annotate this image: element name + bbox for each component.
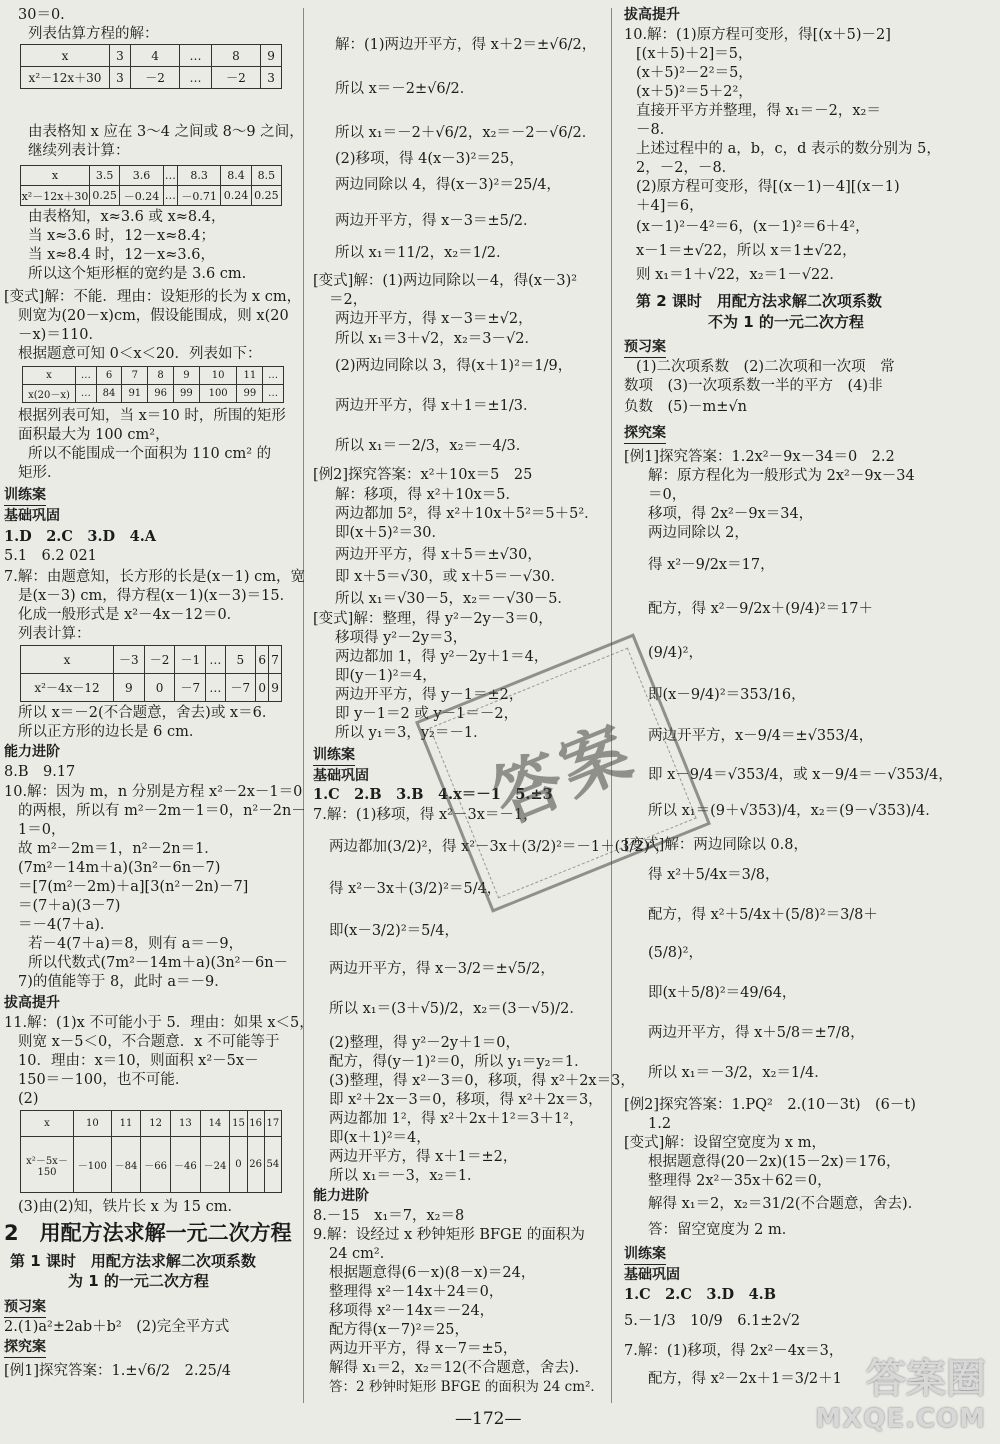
text-line: 两边都加 5²，得 x²＋10x＋5²＝5＋5²． bbox=[335, 506, 599, 522]
text-line: 两边开平方，得 x＋5/8＝±7/8， bbox=[648, 1025, 865, 1041]
text-line: 两边开平方，得 x－3＝±5/2． bbox=[335, 213, 538, 229]
section-heading: 基础巩固 bbox=[4, 508, 60, 524]
text-line: 所以 x＝－2±√6/2． bbox=[335, 81, 475, 97]
text-line: 整理得 2x²－35x＋62＝0， bbox=[648, 1173, 832, 1189]
text-line: ＝－4(7＋a)． bbox=[18, 917, 115, 933]
answer-line: 1.D 2.C 3.D 4.A bbox=[4, 528, 156, 545]
page-number: —172— bbox=[455, 1409, 522, 1429]
section-heading: 基础巩固 bbox=[313, 768, 369, 784]
text-line: 即(x－9/4)²＝353/16， bbox=[648, 687, 806, 703]
text-line: 7.解：由题意知，长方形的长是(x－1) cm，宽 bbox=[4, 569, 306, 585]
text-line: 得 x²－9/2x＝17， bbox=[648, 557, 775, 573]
text-line: 则 x₁＝1＋√22，x₂＝1－√22． bbox=[636, 267, 844, 283]
text-line: 移项得 y²－2y＝3， bbox=[335, 630, 468, 646]
text-line: 负数 (5)－m±√n bbox=[624, 399, 748, 415]
section-title: 2 用配方法求解一元二次方程 bbox=[4, 1221, 292, 1245]
text-line: 即 y－1＝2 或 y－1＝－2， bbox=[335, 706, 519, 722]
text-line: (9/4)²， bbox=[648, 645, 703, 661]
text-line: 7)的值能等于 8，此时 a＝－9． bbox=[18, 974, 229, 990]
text-line: 即 x－9/4＝√353/4，或 x－9/4＝－√353/4， bbox=[648, 767, 953, 783]
text-line: [变式]解：两边同除以 0.8， bbox=[624, 837, 808, 853]
text-line: 两边开平方，得 x＋1＝±1/3． bbox=[335, 398, 538, 414]
lesson-title: 不为 1 的一元二次方程 bbox=[708, 313, 864, 331]
text-line: 所以 x₁＝－3，x₂＝1． bbox=[329, 1168, 482, 1184]
text-line: [例2]探究答案：x²＋10x＝5 25 bbox=[313, 467, 533, 483]
text-line: 由表格知 x 应在 3～4 之间或 8～9 之间， bbox=[28, 124, 304, 140]
watermark-logo-text: 答案圈 bbox=[866, 1356, 986, 1402]
text-line: 配方，得 x²－9/2x＋(9/4)²＝17＋ bbox=[648, 601, 874, 617]
text-line: 即(x－3/2)²＝5/4， bbox=[329, 923, 459, 939]
text-line: 所以 x₁＝－2＋√6/2，x₂＝－2－√6/2． bbox=[335, 125, 597, 141]
text-line: 两边都加 1，得 y²－2y＋1＝4， bbox=[335, 649, 549, 665]
text-line: 答：留空宽度为 2 m． bbox=[648, 1222, 797, 1238]
text-line: 根据题意得(20－2x)(15－2x)＝176， bbox=[648, 1154, 901, 1170]
section-heading: 预习案 bbox=[624, 338, 666, 358]
section-heading: 能力进阶 bbox=[313, 1188, 369, 1204]
answer-line: 1.C 2.C 3.D 4.B bbox=[624, 1286, 776, 1303]
text-line: 两边同除以 2， bbox=[648, 525, 749, 541]
text-line: 10.解：因为 m，n 分别是方程 x²－2x－1＝0 bbox=[4, 784, 303, 800]
section-heading: 拔高提升 bbox=[4, 995, 60, 1011]
text-line: 答：2 秒钟时矩形 BFGE 的面积为 24 cm²． bbox=[329, 1379, 604, 1395]
table-1: x 3 4 … 8 9 x²－12x＋30 3 －2 … －2 3 bbox=[20, 44, 282, 89]
text-line: 7.解：(1)移项，得 x²－3x＝－1， bbox=[313, 807, 538, 823]
text-line: 所以 x₁＝3＋√2，x₂＝3－√2． bbox=[335, 331, 539, 347]
text-line: 所以正方形的边长是 6 cm． bbox=[18, 724, 204, 740]
section-heading: 探究案 bbox=[4, 1338, 46, 1358]
text-line: 的两根，所以有 m²－2m－1＝0，n²－2n－ bbox=[18, 803, 306, 819]
text-line: 150＝－100，也不可能． bbox=[18, 1072, 190, 1088]
text-line: 则宽为(20－x)cm，假设能围成，则 x(20 bbox=[18, 308, 289, 324]
text-line: 解：原方程化为一般形式为 2x²－9x－34 bbox=[648, 468, 915, 484]
text-line: 化成一般形式是 x²－4x－12＝0． bbox=[18, 607, 242, 623]
text-line: 所以 x₁＝√30－5，x₂＝－√30－5． bbox=[335, 591, 572, 607]
text-line: 11.解：(1)x 不可能小于 5．理由：如果 x＜5， bbox=[4, 1015, 314, 1031]
text-line: 两边开平方，得 x－3＝±√2， bbox=[335, 311, 533, 327]
text-line: 由表格知，x≈3.6 或 x≈8.4， bbox=[28, 209, 226, 225]
text-line: (2) bbox=[18, 1091, 39, 1107]
section-heading: 能力进阶 bbox=[4, 744, 60, 760]
text-line: 得 x²＋5/4x＝3/8， bbox=[648, 867, 780, 883]
section-heading: 预习案 bbox=[4, 1298, 46, 1318]
text-line: 9.解：设经过 x 秒钟矩形 BFGE 的面积为 bbox=[313, 1227, 585, 1243]
text-line: 是(x－3) cm，得方程(x－1)(x－3)＝15． bbox=[18, 588, 295, 604]
text-line: 继续列表计算： bbox=[28, 143, 130, 159]
text-line: 即(y－1)²＝4， bbox=[335, 668, 437, 684]
section-heading: 拔高提升 bbox=[624, 7, 680, 23]
text-line: 所以这个矩形框的宽约是 3.6 cm. bbox=[28, 266, 247, 282]
text-line: [例1]探究答案：1.2x²－9x－34＝0 2.2 bbox=[624, 449, 895, 465]
text-line: 两边开平方，得 y－1＝±2， bbox=[335, 687, 524, 703]
text-line: 30＝0. bbox=[18, 7, 65, 23]
text-line: 故 m²－2m＝1，n²－2n＝1． bbox=[18, 841, 219, 857]
text-line: 所以 y₁＝3，y₂＝－1． bbox=[335, 725, 488, 741]
text-line: 两边都加 1²，得 x²＋2x＋1²＝3＋1²， bbox=[329, 1111, 584, 1127]
text-line: 得 x²－3x＋(3/2)²＝5/4， bbox=[329, 881, 502, 897]
text-line: ＋4]＝6， bbox=[636, 198, 704, 214]
text-line: 所以 x₁＝11/2，x₂＝1/2． bbox=[335, 245, 511, 261]
text-line: 整理得 x²－14x＋24＝0， bbox=[329, 1284, 504, 1300]
text-line: ＝0， bbox=[648, 487, 687, 503]
text-line: [(x＋5)＋2]＝5， bbox=[636, 46, 753, 62]
text-line: 两边同除以 4，得(x－3)²＝25/4， bbox=[335, 177, 561, 193]
text-line: 移项，得 2x²－9x＝34， bbox=[648, 506, 814, 522]
text-line: [例1]探究答案：1.±√6/2 2.25/4 bbox=[4, 1363, 231, 1379]
text-line: [变式]解：整理，得 y²－2y－3＝0， bbox=[313, 611, 553, 627]
text-line: 解：(1)两边开平方，得 x＋2＝±√6/2， bbox=[335, 37, 597, 53]
text-line: 所以 x₁＝－2/3，x₂＝－4/3． bbox=[335, 438, 531, 454]
answer-line: 8.－15 x₁＝7，x₂＝8 bbox=[313, 1208, 465, 1224]
text-line: ＝[7(m²－2m)＋a][3(n²－2n)－7] bbox=[18, 879, 249, 895]
text-line: 当 x≈3.6 时，12－x≈8.4； bbox=[28, 228, 215, 244]
answer-line: 8.B 9.17 bbox=[4, 764, 76, 780]
text-line: 配方，得(y－1)²＝0，所以 y₁＝y₂＝1． bbox=[329, 1054, 589, 1070]
text-line: 两边开平方，x－9/4＝±√353/4， bbox=[648, 728, 874, 744]
text-line: 两边开平方，得 x＋1＝±2， bbox=[329, 1149, 518, 1165]
text-line: (3)由(2)知，铁片长 x 为 15 cm． bbox=[18, 1199, 243, 1215]
table-4: x －3 －2 －1 … 5 6 7 x²－4x－12 9 0 －7 … －7 0 9 bbox=[20, 645, 282, 702]
text-line: 即(x＋5)²＝30． bbox=[335, 525, 446, 541]
text-line: (2)移项，得 4(x－3)²＝25， bbox=[335, 151, 524, 167]
column-3 bbox=[610, 0, 1000, 1420]
text-line: 所以 x＝－2(不合题意，舍去)或 x＝6． bbox=[18, 705, 277, 721]
watermark-site-text: MXQE.COM bbox=[815, 1404, 986, 1434]
text-line: (2)整理，得 y²－2y＋1＝0， bbox=[329, 1035, 521, 1051]
text-line: (x＋5)²－2²＝5， bbox=[636, 65, 753, 81]
text-line: (5/8)²， bbox=[648, 945, 703, 961]
text-line: 所以 x₁＝－3/2，x₂＝1/4． bbox=[648, 1065, 829, 1081]
column-1 bbox=[0, 0, 314, 1420]
text-line: ＝2， bbox=[329, 292, 368, 308]
text-line: (7m²－14m＋a)(3n²－6n－7) bbox=[18, 860, 221, 876]
text-line: 若－4(7＋a)＝8，则有 a＝－9， bbox=[28, 936, 244, 952]
section-heading: 训练案 bbox=[624, 1245, 666, 1265]
text-line: (x＋5)²＝5＋2²， bbox=[636, 84, 753, 100]
seal-stamp-text: 答案 bbox=[482, 711, 646, 839]
text-line: 上述过程中的 a，b，c，d 表示的数分别为 5， bbox=[636, 141, 941, 157]
text-line: 1.2 bbox=[648, 1116, 672, 1132]
text-line: 所以不能围成一个面积为 110 cm² 的 bbox=[28, 446, 272, 462]
text-line: 解得 x₁＝2，x₂＝12(不合题意，舍去)． bbox=[329, 1360, 590, 1376]
text-line: 配方，得 x²＋5/4x＋(5/8)²＝3/8＋ bbox=[648, 907, 878, 923]
text-line: 配方得(x－7)²＝25， bbox=[329, 1322, 469, 1338]
text-line: 解得 x₁＝2，x₂＝31/2(不合题意，舍去)． bbox=[648, 1196, 923, 1212]
text-line: －8． bbox=[636, 122, 675, 138]
text-line: 10．理由：x＝10，则面积 x²－5x－ bbox=[18, 1053, 259, 1069]
lesson-title: 第 2 课时 用配方法求解二次项系数 bbox=[636, 292, 882, 310]
text-line: [变式]解：设留空宽度为 x m， bbox=[624, 1135, 826, 1151]
table-2: x 3.5 3.6 … 8.3 8.4 8.5 x²－12x＋30 0.25 －0.24 … －0.71 0.24 0.25 bbox=[20, 165, 282, 206]
section-heading: 训练案 bbox=[4, 486, 46, 506]
text-line: (3)整理，得 x²－3＝0，移项，得 x²＋2x＝3， bbox=[329, 1073, 635, 1089]
answer-line: 5.－1/3 10/9 6.1±2√2 bbox=[624, 1313, 801, 1329]
text-line: 根据题意得(6－x)(8－x)＝24， bbox=[329, 1265, 536, 1281]
section-heading: 训练案 bbox=[313, 746, 355, 766]
text-line: 解：移项，得 x²＋10x＝5． bbox=[335, 487, 520, 503]
text-line: 面积最大为 100 cm²， bbox=[18, 427, 170, 443]
answer-line: 5.1 6.2 021 bbox=[4, 548, 97, 564]
text-line: 即 x²＋2x－3＝0，移项，得 x²＋2x＝3， bbox=[329, 1092, 603, 1108]
text-line: (1)二次项系数 (2)二次项和一次项 常 bbox=[636, 359, 895, 375]
text-line: 配方，得 x²－2x＋1＝3/2＋1 bbox=[648, 1371, 842, 1387]
text-line: ＝(7＋a)(3－7) bbox=[18, 898, 121, 914]
text-line: 即(x＋1)²＝4， bbox=[329, 1130, 431, 1146]
text-line: 两边开平方，得 x＋5＝±√30， bbox=[335, 547, 542, 563]
text-line: 所以 x₁＝(3＋√5)/2，x₂＝(3－√5)/2． bbox=[329, 1001, 584, 1017]
text-line: 所以代数式(7m²－14m＋a)(3n²－6n－ bbox=[28, 955, 289, 971]
text-line: 根据列表可知，当 x＝10 时，所围的矩形 bbox=[18, 408, 286, 424]
lesson-title: 第 1 课时 用配方法求解二次项系数 bbox=[10, 1252, 256, 1270]
text-line: 即 x＋5＝√30，或 x＋5＝－√30． bbox=[335, 569, 565, 585]
table-3: x … 6 7 8 9 10 11 … x(20－x) … 84 91 96 99 100 99 … bbox=[22, 366, 284, 403]
lesson-title: 为 1 的一元二次方程 bbox=[68, 1272, 209, 1290]
text-line: 1＝0， bbox=[18, 822, 66, 838]
answer-line: 1.C 2.B 3.B 4.x＝－1 5.±3 bbox=[313, 786, 553, 803]
text-line: 则宽 x－5＜0，不合题意．x 不可能等于 bbox=[18, 1034, 280, 1050]
text-line: (2)原方程可变形，得[(x－1)－4][(x－1) bbox=[636, 179, 900, 195]
text-line: x－1＝±√22，所以 x＝1±√22， bbox=[636, 243, 857, 259]
text-line: 2.(1)a²±2ab＋b² (2)完全平方式 bbox=[4, 1319, 230, 1335]
section-heading: 基础巩固 bbox=[624, 1267, 680, 1283]
text-line: 列表计算： bbox=[18, 626, 91, 642]
text-line: －x)＝110． bbox=[18, 327, 104, 343]
text-line: 所以 x₁＝(9＋√353)/4，x₂＝(9－√353)/4． bbox=[648, 803, 940, 819]
text-line: 即(x＋5/8)²＝49/64， bbox=[648, 985, 797, 1001]
text-line: 移项得 x²－14x＝－24， bbox=[329, 1303, 495, 1319]
text-line: 10.解：(1)原方程可变形，得[(x＋5)－2] bbox=[624, 27, 891, 43]
text-line: (2)两边同除以 3，得(x＋1)²＝1/9， bbox=[335, 358, 573, 374]
text-line: 两边开平方，得 x－7＝±5， bbox=[329, 1341, 518, 1357]
text-line: [变式]解：不能．理由：设矩形的长为 x cm， bbox=[4, 289, 302, 305]
text-line: 矩形． bbox=[18, 465, 62, 481]
table-5: x 10 11 12 13 14 15 16 17 x²－5x－150 －100 －84 －66 －46 －24 0 26 54 bbox=[20, 1110, 282, 1193]
text-line: 当 x≈8.4 时，12－x≈3.6， bbox=[28, 247, 215, 263]
text-line: 列表估算方程的解： bbox=[28, 26, 159, 42]
text-line: 两边都加(3/2)²，得 x²－3x＋(3/2)²＝－1＋(3/2)²， bbox=[329, 839, 670, 855]
section-heading: 探究案 bbox=[624, 424, 666, 444]
text-line: [例2]探究答案：1.PQ² 2.(10－3t) (6－t) bbox=[624, 1097, 916, 1113]
watermark-logo bbox=[815, 1347, 986, 1434]
text-line: 两边开平方，得 x－3/2＝±√5/2， bbox=[329, 961, 555, 977]
text-line: 2，－2，－8． bbox=[636, 160, 737, 176]
text-line: 数项 (3)一次项系数一半的平方 (4)非 bbox=[624, 378, 883, 394]
text-line: 直接开平方并整理，得 x₁＝－2，x₂＝ bbox=[636, 103, 881, 119]
text-line: 7.解：(1)移项，得 2x²－4x＝3， bbox=[624, 1343, 844, 1359]
text-line: (x－1)²－4²＝6，(x－1)²＝6＋4²， bbox=[636, 219, 870, 235]
text-line: 24 cm²． bbox=[329, 1246, 395, 1262]
text-line: 根据题意可知 0＜x＜20．列表如下： bbox=[18, 346, 262, 362]
text-line: [变式]解：(1)两边同除以－4，得(x－3)² bbox=[313, 273, 578, 289]
